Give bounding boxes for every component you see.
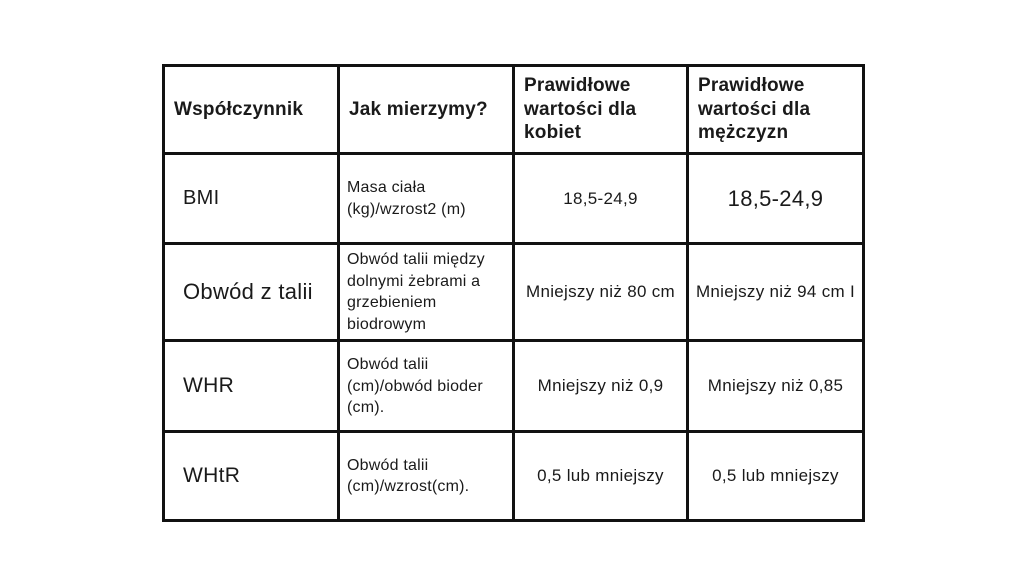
cell-waist-men: Mniejszy niż 94 cm I (688, 244, 864, 341)
header-women-values: Prawidłowe wartości dla kobiet (514, 66, 688, 154)
cell-whr-women: Mniejszy niż 0,9 (514, 341, 688, 432)
table-row-whr (164, 341, 864, 432)
cell-whtr-coefficient: WHtR (164, 432, 339, 521)
cell-waist-measure: Obwód talii między dolnymi żebrami a grzebieniem biodrowym (339, 244, 514, 341)
cell-whtr-women: 0,5 lub mniejszy (514, 432, 688, 521)
cell-bmi-measure: Masa ciała (kg)/wzrost2 (m) (339, 154, 514, 244)
cell-bmi-women: 18,5-24,9 (514, 154, 688, 244)
cell-whr-men: Mniejszy niż 0,85 (688, 341, 864, 432)
cell-whtr-measure: Obwód talii (cm)/wzrost(cm). (339, 432, 514, 521)
cell-whr-coefficient: WHR (164, 341, 339, 432)
cell-whr-measure: Obwód talii (cm)/obwód bioder (cm). (339, 341, 514, 432)
header-men-values: Prawidłowe wartości dla mężczyzn (688, 66, 864, 154)
cell-whtr-men: 0,5 lub mniejszy (688, 432, 864, 521)
table-row-whtr (164, 432, 864, 521)
cell-waist-women: Mniejszy niż 80 cm (514, 244, 688, 341)
header-measure: Jak mierzymy? (339, 66, 514, 154)
header-coefficient: Współczynnik (164, 66, 339, 154)
cell-bmi-men: 18,5-24,9 (688, 154, 864, 244)
table-row-waist-circumference (164, 244, 864, 341)
body-metrics-table (162, 64, 865, 522)
table-row-bmi (164, 154, 864, 244)
table-header-row (164, 66, 864, 154)
cell-bmi-coefficient: BMI (164, 154, 339, 244)
cell-waist-coefficient: Obwód z talii (164, 244, 339, 341)
